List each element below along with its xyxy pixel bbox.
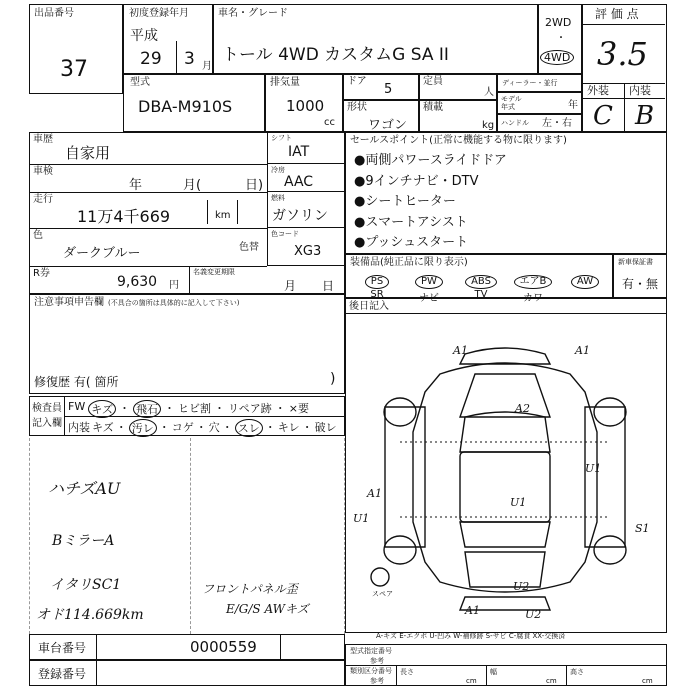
grade-score: 3.5 — [597, 35, 648, 73]
dealer-label: ディーラー・並行 — [502, 79, 558, 87]
exterior-label: 外装 — [587, 84, 609, 97]
fuel-value: ガソリン — [272, 208, 328, 224]
model-year-box: モデル 年式 年 — [497, 92, 582, 114]
equipment-item: AW — [571, 275, 599, 289]
doors-value: 5 — [384, 82, 393, 97]
drive-2wd: 2WD — [545, 16, 572, 29]
spare-label: スペア — [372, 590, 393, 598]
shape-value: ワゴン — [368, 118, 408, 133]
mileage-row — [29, 192, 267, 229]
recycle-unit: 円 — [169, 280, 179, 291]
first-reg-month-unit: 月 — [202, 61, 212, 72]
color-change-label: 色替 — [239, 242, 259, 253]
sales-points-box — [345, 132, 667, 254]
displacement-label: 排気量 — [270, 77, 300, 88]
car-name-value: トール 4WD カスタムG SA II — [222, 45, 449, 65]
car-name-box — [213, 4, 538, 74]
color-code-cell — [267, 228, 345, 266]
inspection-row: 車検 年 月( 日) — [29, 164, 267, 193]
damage-mark: U2 — [513, 580, 530, 593]
shape-box — [343, 100, 419, 132]
model-label: 型式 — [130, 77, 150, 88]
first-reg-label: 初度登録年月 — [129, 8, 189, 19]
mileage-value: 11万4千669 — [77, 207, 171, 226]
equipment-item: PS — [365, 275, 389, 289]
equipment-item: PW — [415, 275, 443, 289]
damage-mark: A1 — [465, 604, 480, 617]
check-row-interior: 内装 キズ ・ 汚レ ・ コゲ ・ 穴 ・ スレ ・ キレ ・ 破レ — [68, 421, 337, 435]
fuel-cell — [267, 192, 345, 228]
color-value: ダークブルー — [63, 246, 141, 261]
notes-sub: (不具合の箇所は具体的に記入して下さい) — [108, 299, 240, 307]
registration-label: 登録番号 — [38, 667, 87, 681]
handle-value: 左・右 — [542, 118, 572, 129]
notes-box: 注意事項申告欄 (不具合の箇所は具体的に記入して下さい) 修復歴 有( 箇所 ) — [29, 294, 345, 394]
repair-history: 修復歴 有( 箇所 — [34, 375, 119, 389]
recycle-label: R券 — [33, 268, 50, 279]
warranty-label: 新車保証書 — [618, 258, 653, 266]
after-label: 後日記入 — [349, 301, 389, 312]
mileage-unit: km — [215, 210, 231, 221]
aircon-label: 冷房 — [271, 166, 285, 174]
fuel-label: 燃料 — [271, 194, 285, 202]
color-row — [29, 228, 235, 267]
sales-point-item: ●両側パワースライドドア — [354, 153, 507, 168]
grade-box — [582, 4, 667, 132]
shift-label: シフト — [271, 134, 292, 142]
drive-4wd: 4WD — [540, 50, 574, 65]
handwritten-note: BミラーA — [52, 533, 115, 549]
check-row-fw: FW キズ ・ 飛石 ・ ヒビ割 ・ リペア跡 ・ ×要 — [68, 400, 309, 416]
load-box — [419, 100, 497, 132]
history-label: 車歴 — [33, 134, 53, 145]
equipment-list: PS SR PW ナビ ABS TV エアB カワ AW — [352, 269, 610, 297]
equipment-box — [345, 254, 613, 304]
displacement-box — [265, 74, 343, 132]
chassis-label: 車台番号 — [38, 641, 87, 655]
warranty-box — [613, 254, 667, 298]
lot-label: 出品番号 — [34, 8, 74, 19]
first-reg-month: 3 — [184, 49, 195, 69]
load-unit: kg — [482, 120, 495, 131]
capacity-label: 定員 — [423, 76, 443, 87]
height-label: 高さ — [570, 668, 584, 676]
doors-label: ドア — [347, 76, 367, 87]
mileage-label: 走行 — [33, 194, 53, 205]
first-reg-year: 29 — [140, 49, 162, 69]
chassis-value: 0000559 — [190, 638, 257, 656]
inspection-label: 車検 — [33, 166, 53, 177]
equipment-item: エアB — [514, 275, 553, 289]
history-row — [29, 132, 267, 165]
color-code-value: XG3 — [294, 244, 322, 259]
sales-points-label: セールスポイント(正常に機能する物に限ります) — [350, 135, 567, 146]
damage-mark: A2 — [515, 402, 530, 415]
aircon-value: AAC — [284, 174, 314, 190]
grade-label: 評 価 点 — [595, 7, 639, 21]
damage-mark: A1 — [453, 344, 468, 357]
exterior-grade: C — [593, 101, 613, 131]
sales-point-item: ●スマートアシスト — [354, 214, 468, 230]
capacity-unit: 人 — [484, 87, 494, 98]
car-diagram — [345, 312, 667, 632]
length-label: 長さ — [400, 668, 414, 676]
chassis-box — [29, 634, 345, 660]
damage-mark: A1 — [575, 344, 590, 357]
capacity-box — [419, 74, 497, 100]
shift-cell — [267, 132, 345, 164]
handwritten-note: オド114.669km — [36, 607, 144, 623]
load-label: 積載 — [423, 102, 443, 113]
interior-grade: B — [635, 101, 655, 131]
sales-points-list — [354, 151, 507, 254]
width-label: 幅 — [490, 668, 497, 676]
shape-label: 形状 — [347, 102, 367, 113]
doors-box — [343, 74, 419, 100]
damage-mark: U1 — [585, 462, 602, 475]
name-change-label: 名義変更期限 — [193, 268, 235, 276]
handwritten-area — [29, 438, 345, 634]
damage-mark: A1 — [367, 487, 382, 500]
equipment-item: ABS — [465, 275, 497, 289]
class-label: 類別区分番号 — [350, 667, 392, 675]
sales-point-item: ●プッシュスタート — [354, 235, 469, 250]
lot-number: 37 — [60, 57, 88, 82]
first-reg-box — [123, 4, 213, 74]
sales-point-item: ●シートヒーター — [354, 194, 456, 209]
damage-mark: U1 — [510, 496, 527, 509]
damage-mark: U1 — [353, 512, 370, 525]
spec-box: 型式指定番号 参考 類別区分番号 参考 長さ cm 幅 cm 高さ cm — [345, 644, 667, 686]
model-box — [123, 74, 265, 132]
equipment-label: 装備品(純正品に限り表示) — [350, 257, 468, 268]
sales-point-item: ●9インチナビ・DTV — [354, 173, 479, 189]
drive-box: 2WD ・ 4WD — [538, 4, 582, 74]
aircon-cell — [267, 164, 345, 192]
handwritten-note: フロントパネル歪 — [202, 582, 298, 596]
recycle-value: 9,630 — [117, 274, 158, 290]
dealer-box — [497, 74, 582, 92]
inspector-label: 検査員 — [32, 403, 62, 414]
handle-box — [497, 114, 582, 132]
damage-mark: S1 — [635, 522, 650, 535]
handwritten-note: イタリSC1 — [50, 577, 122, 593]
color-label: 色 — [33, 230, 43, 241]
handwritten-note: E/G/S AWキズ — [226, 602, 309, 616]
recycle-row — [29, 266, 189, 294]
cert-label: 型式指定番号 — [350, 647, 392, 655]
shift-value: IAT — [288, 144, 310, 160]
first-reg-era: 平成 — [130, 28, 158, 44]
displacement-value: 1000 — [286, 97, 325, 115]
car-name-label: 車名・グレード — [218, 8, 288, 19]
handle-label: ハンドル — [501, 119, 529, 127]
model-year-unit: 年 — [568, 100, 578, 111]
registration-box — [29, 660, 345, 686]
color-code-label: 色コード — [271, 230, 299, 238]
warranty-value: 有・無 — [622, 277, 659, 291]
model-value: DBA-M910S — [138, 97, 233, 116]
inspector-box: 検査員 記入欄 FW キズ ・ 飛石 ・ ヒビ割 ・ リペア跡 ・ ×要 内装 キズ ・ 汚レ ・ コゲ ・ 穴 ・ スレ ・ キレ ・ 破レ — [29, 396, 345, 436]
color-change-cell — [235, 228, 267, 267]
handwritten-note: ハチズAU — [48, 479, 121, 498]
damage-legend: A-キズ E-エクボ U-凹み W-補修跡 S-サビ C-腐食 XX-交換済 — [376, 632, 566, 640]
lot-box — [29, 4, 123, 94]
damage-mark: U2 — [525, 608, 542, 621]
notes-label: 注意事項申告欄 — [34, 297, 104, 308]
interior-label: 内装 — [629, 84, 651, 97]
history-value: 自家用 — [65, 144, 111, 162]
name-change-cell: 名義変更期限 月 日 — [189, 266, 345, 294]
displacement-unit: cc — [324, 117, 335, 128]
